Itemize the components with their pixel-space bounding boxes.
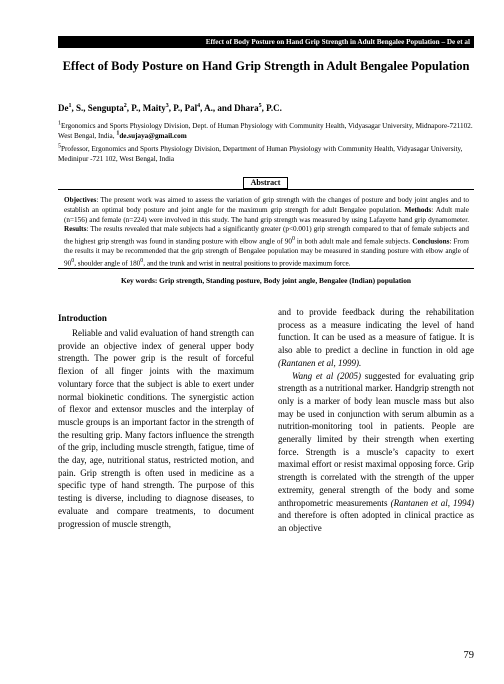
keywords: Key words: Grip strength, Standing posture, Body joint angle, Bengalee (Indian) population (120, 276, 412, 285)
paragraph-text: suggested for evaluating grip strength as a nutritional marker. Handgrip strength not only is a marker of body lean muscle mass but also may be used in conjunction with serum albumin as a nutrition-monitoring tool in patients. People are generally limited by their strength when exerting force. Strength is a muscle’s capacity to exert maximal effort or resist maximal opposing force. Grip strength is correlated with the strength of the upper extremity, general strength of the body and some anthropometric measurements (278, 370, 474, 508)
abstract-objectives: : The present work was aimed to assess the variation of grip strength with the changes of posture and body joint angles and to establish an optimal body posture and joint angle for the maximum grip strength for adult Bengalee population. (64, 196, 469, 214)
paragraph-text: and to provide feedback during the rehabilitation process as a measure indicating the level of hand function. It can be used as a measure of fatigue. It is also able to predict a decline in function in old age (278, 307, 474, 356)
running-header: Effect of Body Posture on Hand Grip Strength in Adult Bengalee Population – De et al (58, 36, 474, 48)
affiliation-text: Professor, Ergonomics and Sports Physiology Division, Department of Human Physiology with Community Health, Vidyasagar University, Medinipur -721 102, West Bengal, India (58, 145, 463, 163)
author-sup: 3 (165, 103, 169, 109)
abstract-label-objectives: Objectives (64, 196, 97, 204)
body-paragraph (278, 306, 474, 370)
page-number: 79 (463, 650, 474, 661)
author-name: De (58, 103, 69, 113)
paper-title: Effect of Body Posture on Hand Grip Strength in Adult Bengalee Population (62, 59, 470, 73)
affiliation-sup: 1 (58, 120, 61, 127)
right-column (278, 306, 474, 535)
degree-sup: 0 (291, 236, 295, 243)
abstract-label-conclusions: Conclusions (412, 237, 450, 246)
affiliation-sup: 5 (58, 143, 61, 150)
author-name: P., Pal (173, 103, 198, 113)
author-sup: 5 (258, 103, 262, 109)
author-name: S., Sengupta (76, 103, 124, 113)
section-heading-introduction: Introduction (58, 313, 107, 323)
email-sup: 1 (116, 130, 120, 137)
abstract-methods: : Adult male (n=156) and female (n=224) were involved in this study. The hand grip strength was measured by using Lafayette hand grip dynamometer. (64, 205, 469, 224)
body-paragraph (278, 370, 474, 535)
citation: (Rantanen et al, 1999). (278, 357, 362, 368)
abstract-text (64, 196, 469, 269)
abstract-label-methods: Methods (404, 205, 432, 214)
affiliation (58, 121, 474, 141)
abstract-conclusions-end: , and the trunk and wrist in neutral positions to provide maximum force. (143, 259, 351, 268)
degree-sup: 0 (140, 258, 144, 265)
body-paragraph: Reliable and valid evaluation of hand strength can provide an objective index of general upper body strength. The power grip is the result of forceful flexion of all finger joints with the maximum voluntary force that the subject is able to exert under normal biokinetic conditions. The synergistic action of flexor and extensor muscles and the interplay of muscle groups is an important factor in the strength of the resulting grip. Many factors influence the strength of the grip, including muscle strength, fatigue, time of the day, age, nutritional status, restricted motion, and pain. Grip strength is often used in medicine as a specific type of hand strength. The purpose of this testing is diverse, including to diagnose diseases, to evaluate and compare treatments, to document progression of muscle strength, (58, 328, 254, 529)
affiliation (58, 144, 474, 164)
abstract-heading: Abstract (243, 177, 288, 189)
author-name: A., and Dhara (204, 103, 259, 113)
degree-sup: 0 (71, 258, 75, 265)
abstract-conclusions-cont: , shoulder angle of 180 (74, 259, 141, 268)
author-sup: 4 (197, 103, 201, 109)
author-sup: 1 (68, 103, 72, 109)
abstract-results-cont: in both adult male and female subjects. (294, 237, 413, 246)
email-link[interactable]: de.sujaya@gmail.com (119, 132, 187, 140)
abstract-conclusions: : From the results it may be recommended that the grip strength of Bengalee population may be measured in standing posture with elbow angle of 90 (64, 237, 469, 268)
author-sup: 2 (123, 103, 127, 109)
abstract-results: : The results revealed that male subjects had a significantly greater (p<0.001) grip strength compared to that of female subjects and the highest grip strength was found in standing posture with elbow angle of 90 (64, 225, 469, 246)
left-column (58, 312, 254, 530)
abstract-label-results: Results (64, 225, 87, 234)
affiliation-text: Ergonomics and Sports Physiology Division, Dept. of Human Physiology with Community Health, Vidyasagar University, Midnapore-721102. West Bengal, India, (58, 122, 473, 140)
citation: Wang et al (2005) (292, 370, 361, 381)
author-list: De$^1$, S., Sengupta$^2$, P., Maity$^3$, P., Pal$^4$, A., and Dhara$^5$, P.C. (58, 103, 282, 113)
author-name: P., Maity (131, 103, 166, 113)
citation: (Rantanen et al, 1994) (390, 497, 475, 508)
author-name: P.C. (266, 103, 282, 113)
paragraph-text: and therefore is often adopted in clinical practice as an objective (278, 510, 474, 533)
